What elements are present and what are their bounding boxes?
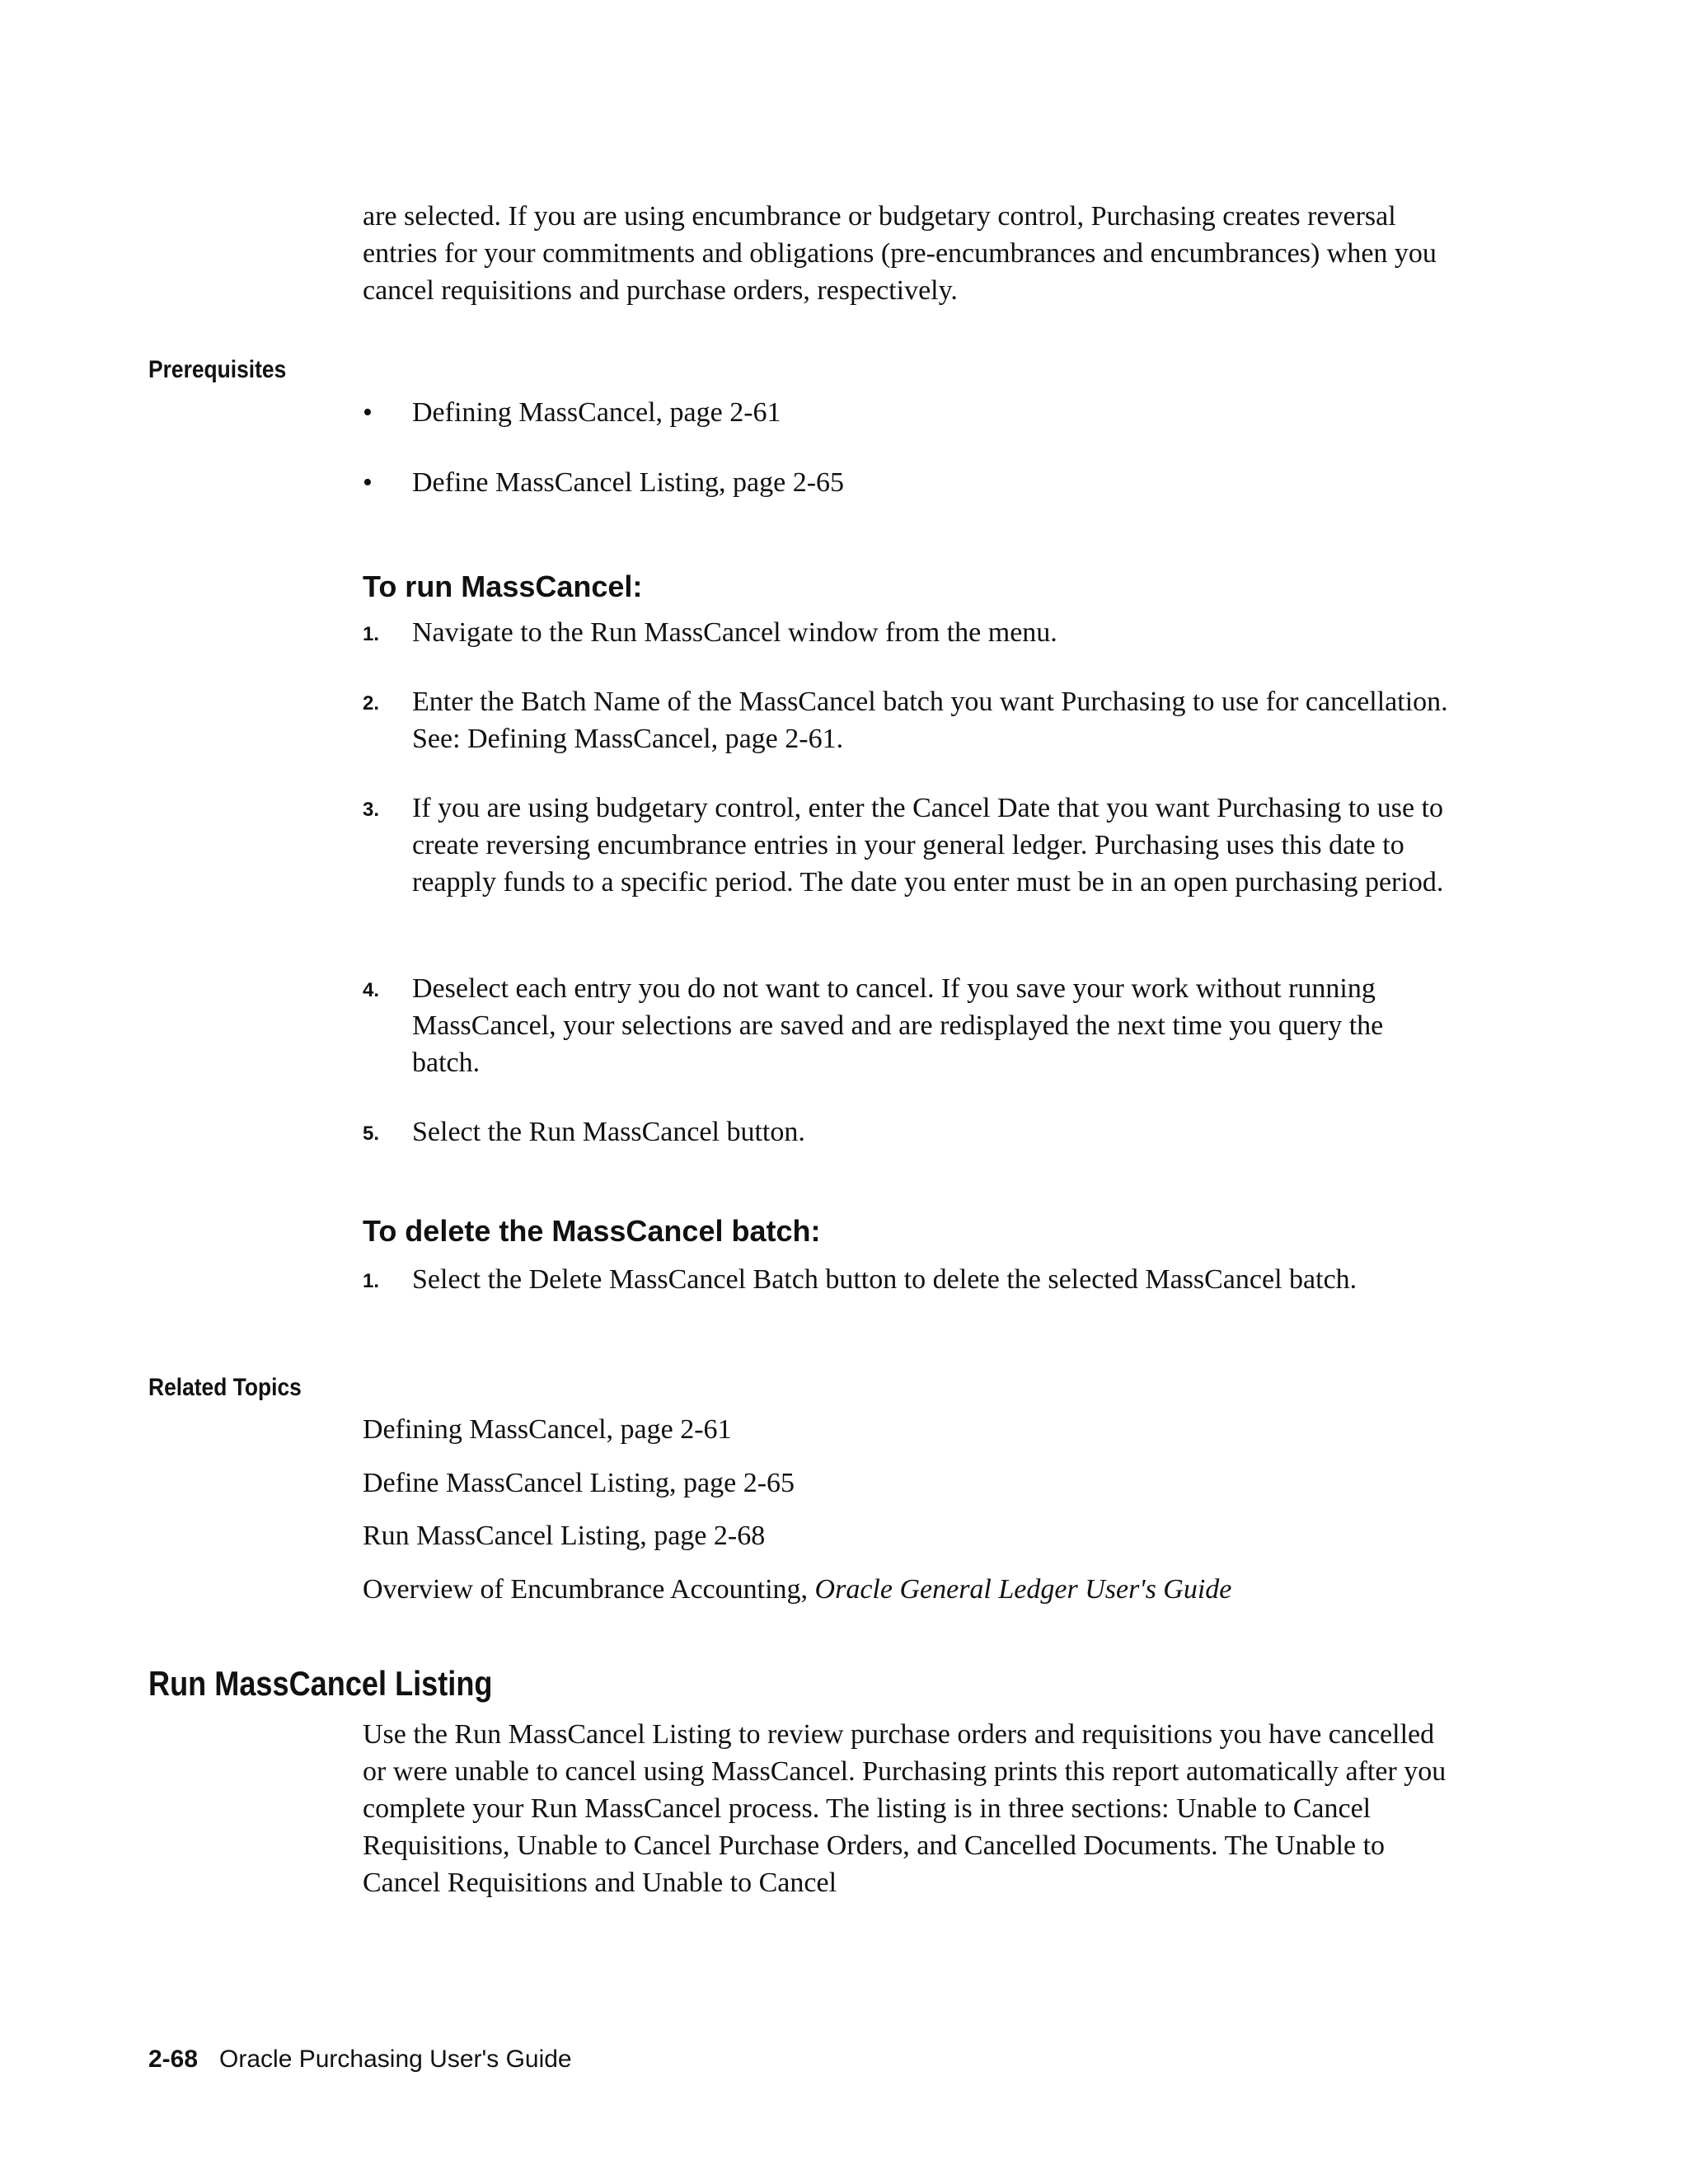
step-number: 4. bbox=[363, 979, 380, 1001]
prerequisite-item bbox=[363, 394, 1451, 431]
related-topic-link[interactable]: Run MassCancel Listing, page 2-68 bbox=[363, 1521, 766, 1551]
step-text: Select the Run MassCancel button. bbox=[412, 1117, 805, 1147]
procedure-step bbox=[363, 683, 1451, 757]
bullet-marker: • bbox=[363, 397, 373, 428]
run-listing-paragraph: Use the Run MassCancel Listing to review purchase orders and requisitions you have cancelled or were unable to cancel using MassCancel. Purchasing prints this report automatically after you complete your Run MassCancel process. The listing is in three sections: Unable to Cancel Requisitions, Unable to Cancel Purchase Orders, and Cancelled Documents. The Unable to Cancel Requisitions and Unable to Cancel bbox=[363, 1719, 1447, 1898]
bullet-marker: • bbox=[363, 467, 373, 498]
page-number: 2-68 bbox=[148, 2046, 199, 2073]
step-number: 3. bbox=[363, 799, 380, 821]
prerequisites-heading: Prerequisites bbox=[148, 356, 287, 383]
book-title-reference: Oracle General Ledger User's Guide bbox=[814, 1574, 1232, 1605]
step-text: If you are using budgetary control, enter the Cancel Date that you want Purchasing to use to create reversing encumbrance entries in your general ledger. Purchasing uses this date to reapply funds to a specific period. The date you enter must be in an open purchasing period. bbox=[412, 793, 1444, 898]
related-topic-link[interactable]: Define MassCancel Listing, page 2-65 bbox=[363, 1468, 795, 1498]
step-number: 1. bbox=[363, 623, 380, 645]
related-topic-link[interactable] bbox=[363, 1571, 1231, 1608]
step-number: 1. bbox=[363, 1270, 380, 1292]
step-text: Select the Delete MassCancel Batch button to delete the selected MassCancel batch. bbox=[412, 1264, 1357, 1295]
step-number: 2. bbox=[363, 692, 380, 715]
related-topic-text: Overview of Encumbrance Accounting, bbox=[363, 1574, 815, 1605]
related-topic-link[interactable]: Defining MassCancel, page 2-61 bbox=[363, 1414, 732, 1445]
prerequisite-link[interactable]: Defining MassCancel, page 2-61 bbox=[412, 397, 781, 428]
prerequisite-link[interactable]: Define MassCancel Listing, page 2-65 bbox=[412, 467, 845, 498]
run-listing-heading: Run MassCancel Listing bbox=[148, 1664, 493, 1703]
prerequisite-item bbox=[363, 464, 1451, 501]
run-masscancel-heading: To run MassCancel: bbox=[363, 569, 643, 603]
procedure-step bbox=[363, 970, 1451, 1081]
intro-paragraph: are selected. If you are using encumbrance or budgetary control, Purchasing creates reversal entries for your commitments and obligations (pre-encumbrances and encumbrances) when you cancel requisitions and purchase orders, respectively. bbox=[363, 201, 1437, 306]
procedure-step bbox=[363, 1113, 1451, 1151]
procedure-step bbox=[363, 1261, 1451, 1298]
step-text: Deselect each entry you do not want to cancel. If you save your work without running MassCancel, your selections are saved and are redisplayed the next time you query the batch. bbox=[412, 973, 1384, 1078]
page-footer bbox=[148, 2044, 572, 2075]
step-text: Navigate to the Run MassCancel window from the menu. bbox=[412, 617, 1057, 648]
procedure-step bbox=[363, 614, 1451, 651]
step-text: Enter the Batch Name of the MassCancel batch you want Purchasing to use for cancellation. See: Defining MassCancel, page 2-61. bbox=[412, 687, 1448, 754]
related-topics-heading: Related Topics bbox=[148, 1374, 302, 1401]
procedure-step bbox=[363, 790, 1451, 901]
footer-book-title: Oracle Purchasing User's Guide bbox=[219, 2046, 572, 2073]
step-number: 5. bbox=[363, 1122, 380, 1145]
delete-batch-heading: To delete the MassCancel batch: bbox=[363, 1214, 821, 1248]
